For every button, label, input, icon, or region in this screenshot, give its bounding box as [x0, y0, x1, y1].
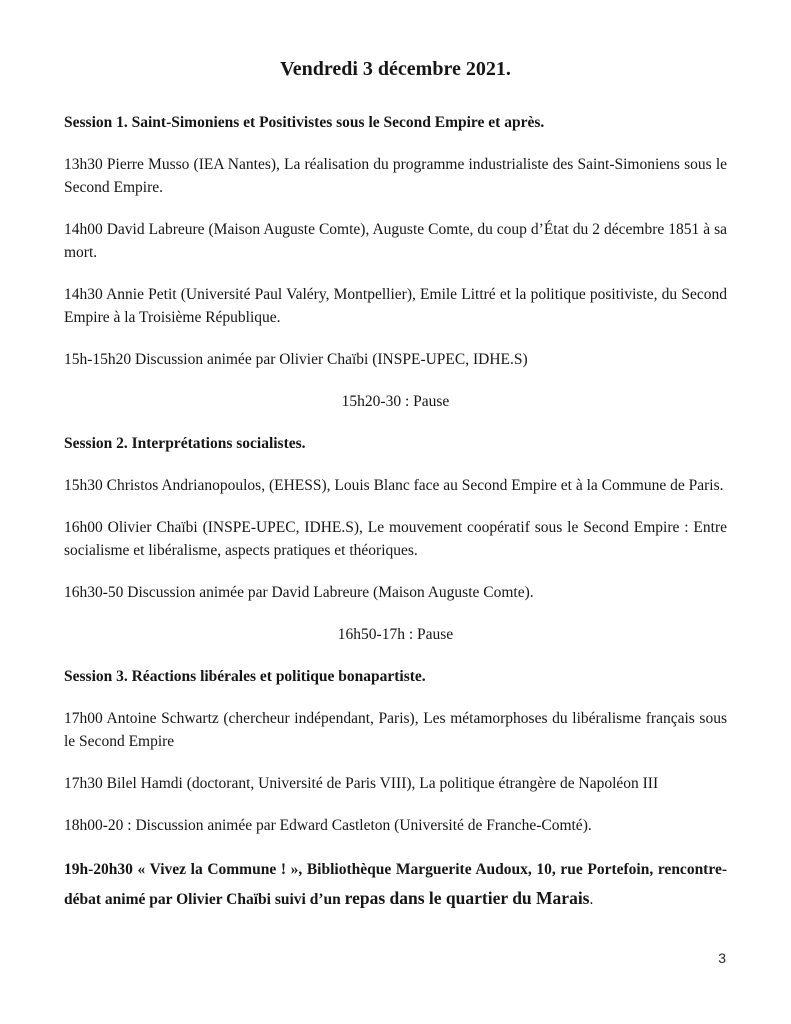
talk-14h30-petit: 14h30 Annie Petit (Université Paul Valéry, Montpellier), Emile Littré et la politique positiviste, du Second Empire à la Troisième République.	[64, 286, 727, 326]
evening-event-paragraph	[64, 856, 727, 914]
page-number: 3	[718, 950, 726, 966]
discussion-15h: 15h-15h20 Discussion animée par Olivier Chaïbi (INSPE-UPEC, IDHE.S)	[64, 351, 528, 368]
discussion-16h30: 16h30-50 Discussion animée par David Labreure (Maison Auguste Comte).	[64, 584, 534, 601]
talk-16h00-chaibi: 16h00 Olivier Chaïbi (INSPE-UPEC, IDHE.S), Le mouvement coopératif sous le Second Empire : Entre socialisme et libéralisme, aspects pratiques et théoriques.	[64, 519, 727, 559]
evening-event-text-large: repas dans le quartier du Marais	[344, 888, 590, 908]
talk-17h30-hamdi: 17h30 Bilel Hamdi (doctorant, Université de Paris VIII), La politique étrangère de Napoléon III	[64, 775, 659, 792]
page-title: Vendredi 3 décembre 2021.	[280, 58, 511, 80]
talk-14h00-labreure: 14h00 David Labreure (Maison Auguste Comte), Auguste Comte, du coup d’État du 2 décembre 1851 à sa mort.	[64, 221, 727, 261]
session-3-heading: Session 3. Réactions libérales et politique bonapartiste.	[64, 668, 426, 685]
discussion-18h00: 18h00-20 : Discussion animée par Edward Castleton (Université de Franche-Comté).	[64, 817, 592, 834]
pause-16h50: 16h50-17h : Pause	[337, 626, 454, 643]
talk-17h00-schwartz: 17h00 Antoine Schwartz (chercheur indépendant, Paris), Les métamorphoses du libéralisme français sous le Second Empire	[64, 710, 727, 750]
session-1-heading: Session 1. Saint-Simoniens et Positivistes sous le Second Empire et après.	[64, 114, 545, 131]
evening-event-period: .	[589, 891, 594, 908]
session-2-heading: Session 2. Interprétations socialistes.	[64, 435, 306, 452]
evening-event-text: 19h-20h30 « Vivez la Commune ! », Bibliothèque Marguerite Audoux, 10, rue Portefoin, rencontre-débat animé par Olivier Chaïbi suivi d’un	[64, 861, 727, 908]
talk-15h30-andrianopoulos: 15h30 Christos Andrianopoulos, (EHESS), Louis Blanc face au Second Empire et à la Commune de Paris.	[64, 477, 724, 494]
pause-15h20: 15h20-30 : Pause	[341, 393, 450, 410]
talk-13h30-musso: 13h30 Pierre Musso (IEA Nantes), La réalisation du programme industrialiste des Saint-Simoniens sous le Second Empire.	[64, 156, 727, 196]
